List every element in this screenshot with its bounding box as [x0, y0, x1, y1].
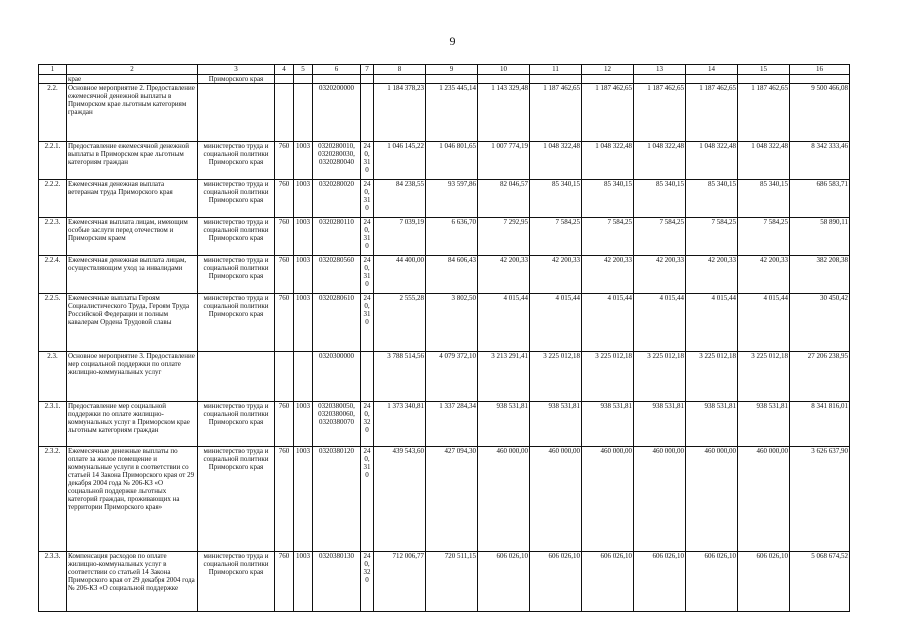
cell-value: 606 026,10	[738, 552, 790, 612]
column-number-header: 10	[478, 65, 530, 75]
cell-grbs: 760	[275, 180, 294, 218]
cell-executor: министерство труда и социальной политики Приморского края	[198, 218, 275, 256]
cell-value: 606 026,10	[686, 552, 738, 612]
cell-grbs	[275, 352, 294, 402]
cell-value	[790, 75, 850, 84]
cell-value: 1 373 340,81	[374, 402, 426, 447]
cell-grbs	[275, 84, 294, 142]
cell-total: 3 626 637,90	[790, 447, 850, 552]
cell-value: 1 048 322,48	[530, 142, 582, 180]
cell-name: Предоставление мер социальной поддержки по оплате жилищно-коммунальных услуг в Приморском крае льготным категориям граждан	[67, 402, 198, 447]
cell-id: 2.3.1.	[39, 402, 67, 447]
column-number-header: 8	[374, 65, 426, 75]
cell-value: 85 340,15	[686, 180, 738, 218]
cell-value: 93 597,86	[426, 180, 478, 218]
cell-value: 7 292,95	[478, 218, 530, 256]
cell-csr: 0320280110	[313, 218, 361, 256]
cell-value: 42 200,33	[634, 256, 686, 294]
column-number-header: 12	[582, 65, 634, 75]
cell-name: Основное мероприятие 2. Предоставление ежемесячной денежной выплаты в Приморском крае льготным категориям граждан	[67, 84, 198, 142]
cell-value: 606 026,10	[582, 552, 634, 612]
cell-vr: 240, 310	[361, 447, 374, 552]
table-row	[39, 218, 850, 256]
cell-value: 938 531,81	[530, 402, 582, 447]
column-number-header: 4	[275, 65, 294, 75]
cell-value	[478, 75, 530, 84]
cell-value: 85 340,15	[634, 180, 686, 218]
cell-id: 2.3.3.	[39, 552, 67, 612]
cell-name: Ежемесячная денежная выплата лицам, осуществляющим уход за инвалидами	[67, 256, 198, 294]
cell-value: 84 238,55	[374, 180, 426, 218]
cell-csr: 0320300000	[313, 352, 361, 402]
cell-value: 606 026,10	[634, 552, 686, 612]
cell-csr: 0320280010, 0320280030, 0320280040	[313, 142, 361, 180]
cell-executor: министерство труда и социальной политики Приморского края	[198, 402, 275, 447]
cell-value: 460 000,00	[478, 447, 530, 552]
cell-value	[738, 75, 790, 84]
table-row	[39, 84, 850, 142]
cell-total: 9 500 466,08	[790, 84, 850, 142]
cell-value: 3 788 514,56	[374, 352, 426, 402]
cell-value: 85 340,15	[582, 180, 634, 218]
cell-value: 85 340,15	[738, 180, 790, 218]
cell-total: 8 341 816,01	[790, 402, 850, 447]
column-number-header: 15	[738, 65, 790, 75]
cell-value: 3 225 012,18	[582, 352, 634, 402]
cell-vr: 240, 320	[361, 402, 374, 447]
cell-value: 938 531,81	[738, 402, 790, 447]
cell-value: 3 225 012,18	[686, 352, 738, 402]
cell-value: 42 200,33	[478, 256, 530, 294]
budget-table	[38, 64, 850, 612]
cell-value: 3 802,50	[426, 294, 478, 352]
cell-value: 4 015,44	[738, 294, 790, 352]
cell-executor: министерство труда и социальной политики Приморского края	[198, 180, 275, 218]
cell-id: 2.2.	[39, 84, 67, 142]
cell-rz: 1003	[294, 402, 313, 447]
cell-value: 4 015,44	[530, 294, 582, 352]
cell-vr: 240, 320	[361, 552, 374, 612]
column-number-header: 7	[361, 65, 374, 75]
cell-id: 2.2.4.	[39, 256, 67, 294]
cell-rz	[294, 75, 313, 84]
cell-grbs: 760	[275, 447, 294, 552]
table-row	[39, 552, 850, 612]
cell-id: 2.2.3.	[39, 218, 67, 256]
cell-value	[426, 75, 478, 84]
cell-value: 1 235 445,14	[426, 84, 478, 142]
cell-value: 1 187 462,65	[634, 84, 686, 142]
cell-id: 2.3.	[39, 352, 67, 402]
cell-total: 30 450,42	[790, 294, 850, 352]
cell-value: 4 079 372,10	[426, 352, 478, 402]
table-row	[39, 180, 850, 218]
cell-total: 686 583,71	[790, 180, 850, 218]
cell-value: 4 015,44	[478, 294, 530, 352]
cell-value	[530, 75, 582, 84]
cell-value: 7 584,25	[582, 218, 634, 256]
cell-value: 4 015,44	[634, 294, 686, 352]
cell-id	[39, 75, 67, 84]
cell-value	[686, 75, 738, 84]
cell-value: 1 187 462,65	[582, 84, 634, 142]
cell-vr	[361, 84, 374, 142]
cell-value: 1 048 322,48	[686, 142, 738, 180]
cell-csr: 0320380130	[313, 552, 361, 612]
cell-value	[634, 75, 686, 84]
cell-value: 7 584,25	[530, 218, 582, 256]
cell-value: 1 046 145,22	[374, 142, 426, 180]
cell-value: 84 606,43	[426, 256, 478, 294]
cell-value: 3 213 291,41	[478, 352, 530, 402]
cell-value: 7 039,19	[374, 218, 426, 256]
cell-rz	[294, 84, 313, 142]
cell-total: 382 208,38	[790, 256, 850, 294]
column-number-header: 11	[530, 65, 582, 75]
cell-value: 7 584,25	[634, 218, 686, 256]
cell-vr: 240, 310	[361, 142, 374, 180]
cell-value: 938 531,81	[582, 402, 634, 447]
cell-csr: 0320380120	[313, 447, 361, 552]
cell-vr: 240, 310	[361, 218, 374, 256]
cell-value: 82 046,57	[478, 180, 530, 218]
cell-name: Ежемесячные денежные выплаты по оплате за жилое помещение и коммунальные услуги в соответствии со статьей 14 Закона Приморского края от 29 декабря 2004 года № 206-КЗ «О социальной поддержке льготных категорий граждан, проживающих на территории Приморского края»	[67, 447, 198, 552]
cell-name: Ежемесячная денежная выплата ветеранам труда Приморского края	[67, 180, 198, 218]
cell-grbs	[275, 75, 294, 84]
cell-csr: 0320280020	[313, 180, 361, 218]
cell-name: Ежемесячная выплата лицам, имеющим особые заслуги перед отечеством и Приморским краем	[67, 218, 198, 256]
cell-csr	[313, 75, 361, 84]
cell-value: 1 048 322,48	[634, 142, 686, 180]
cell-rz: 1003	[294, 552, 313, 612]
cell-value: 460 000,00	[530, 447, 582, 552]
column-number-header: 14	[686, 65, 738, 75]
cell-executor	[198, 84, 275, 142]
cell-executor	[198, 352, 275, 402]
cell-value: 3 225 012,18	[530, 352, 582, 402]
cell-value: 460 000,00	[582, 447, 634, 552]
cell-value: 938 531,81	[686, 402, 738, 447]
cell-csr: 0320280610	[313, 294, 361, 352]
cell-value: 1 007 774,19	[478, 142, 530, 180]
cell-value: 7 584,25	[738, 218, 790, 256]
cell-rz: 1003	[294, 447, 313, 552]
cell-value: 42 200,33	[738, 256, 790, 294]
cell-total: 27 206 238,95	[790, 352, 850, 402]
column-number-header: 6	[313, 65, 361, 75]
cell-grbs: 760	[275, 142, 294, 180]
table-row	[39, 447, 850, 552]
cell-value: 42 200,33	[530, 256, 582, 294]
cell-grbs: 760	[275, 552, 294, 612]
cell-grbs: 760	[275, 256, 294, 294]
cell-vr	[361, 352, 374, 402]
column-number-header: 1	[39, 65, 67, 75]
cell-value: 1 046 801,65	[426, 142, 478, 180]
cell-value: 938 531,81	[478, 402, 530, 447]
cell-value	[582, 75, 634, 84]
cell-value: 606 026,10	[478, 552, 530, 612]
cell-value: 938 531,81	[634, 402, 686, 447]
cell-value: 1 187 462,65	[530, 84, 582, 142]
cell-executor: министерство труда и социальной политики Приморского края	[198, 447, 275, 552]
cell-value: 712 006,77	[374, 552, 426, 612]
cell-value: 1 187 462,65	[686, 84, 738, 142]
cell-value: 4 015,44	[686, 294, 738, 352]
cell-value: 7 584,25	[686, 218, 738, 256]
cell-rz: 1003	[294, 218, 313, 256]
cell-rz: 1003	[294, 142, 313, 180]
cell-value: 1 337 284,34	[426, 402, 478, 447]
cell-value: 460 000,00	[738, 447, 790, 552]
cell-executor: министерство труда и социальной политики Приморского края	[198, 256, 275, 294]
cell-grbs: 760	[275, 294, 294, 352]
column-number-header: 16	[790, 65, 850, 75]
cell-value: 4 015,44	[582, 294, 634, 352]
cell-rz	[294, 352, 313, 402]
table-row	[39, 256, 850, 294]
cell-rz: 1003	[294, 256, 313, 294]
column-number-header: 2	[67, 65, 198, 75]
column-number-header: 13	[634, 65, 686, 75]
column-number-header: 5	[294, 65, 313, 75]
page-number: 9	[449, 34, 456, 48]
cell-value: 606 026,10	[530, 552, 582, 612]
table-row	[39, 402, 850, 447]
cell-rz: 1003	[294, 294, 313, 352]
column-number-header: 9	[426, 65, 478, 75]
cell-csr: 0320280560	[313, 256, 361, 294]
cell-csr: 0320200000	[313, 84, 361, 142]
cell-vr: 240, 310	[361, 180, 374, 218]
continuation-row	[39, 75, 850, 84]
cell-name: Ежемесячные выплаты Героям Социалистического Труда, Героям Труда Российской Федерации и полным кавалерам Ордена Трудовой славы	[67, 294, 198, 352]
cell-value: 1 187 462,65	[738, 84, 790, 142]
cell-name: Предоставление ежемесячной денежной выплаты в Приморском крае льготным категориям граждан	[67, 142, 198, 180]
cell-value: 2 555,28	[374, 294, 426, 352]
cell-name: крае	[67, 75, 198, 84]
cell-value: 1 143 329,48	[478, 84, 530, 142]
cell-value: 460 000,00	[686, 447, 738, 552]
cell-csr: 0320380050, 0320380060, 0320380070	[313, 402, 361, 447]
cell-value: 42 200,33	[686, 256, 738, 294]
cell-value: 1 048 322,48	[582, 142, 634, 180]
table-row	[39, 294, 850, 352]
cell-value: 3 225 012,18	[738, 352, 790, 402]
cell-executor: министерство труда и социальной политики Приморского края	[198, 294, 275, 352]
cell-vr: 240, 310	[361, 294, 374, 352]
cell-grbs: 760	[275, 218, 294, 256]
cell-id: 2.2.2.	[39, 180, 67, 218]
cell-value: 42 200,33	[582, 256, 634, 294]
cell-executor: Приморского края	[198, 75, 275, 84]
cell-value: 3 225 012,18	[634, 352, 686, 402]
cell-vr	[361, 75, 374, 84]
cell-name: Компенсация расходов по оплате жилищно-коммунальных услуг в соответствии со статьей 14 Закона Приморского края от 29 декабря 2004 года № 206-КЗ «О социальной поддержке	[67, 552, 198, 612]
cell-value: 6 636,70	[426, 218, 478, 256]
cell-executor: министерство труда и социальной политики Приморского края	[198, 552, 275, 612]
cell-value: 460 000,00	[634, 447, 686, 552]
cell-total: 5 068 674,52	[790, 552, 850, 612]
column-number-row	[39, 65, 850, 75]
cell-value: 427 094,30	[426, 447, 478, 552]
cell-id: 2.2.1.	[39, 142, 67, 180]
cell-id: 2.3.2.	[39, 447, 67, 552]
table-row	[39, 142, 850, 180]
cell-value: 1 184 378,23	[374, 84, 426, 142]
cell-id: 2.2.5.	[39, 294, 67, 352]
cell-total: 8 342 333,46	[790, 142, 850, 180]
cell-vr: 240, 310	[361, 256, 374, 294]
table-row	[39, 352, 850, 402]
cell-grbs: 760	[275, 402, 294, 447]
cell-value: 1 048 322,48	[738, 142, 790, 180]
cell-value	[374, 75, 426, 84]
cell-value: 439 543,60	[374, 447, 426, 552]
cell-value: 44 400,00	[374, 256, 426, 294]
cell-name: Основное мероприятие 3. Предоставление мер социальной поддержки по оплате жилищно-коммунальных услуг	[67, 352, 198, 402]
cell-rz: 1003	[294, 180, 313, 218]
cell-total: 58 890,11	[790, 218, 850, 256]
cell-executor: министерство труда и социальной политики Приморского края	[198, 142, 275, 180]
column-number-header: 3	[198, 65, 275, 75]
cell-value: 720 511,15	[426, 552, 478, 612]
cell-value: 85 340,15	[530, 180, 582, 218]
